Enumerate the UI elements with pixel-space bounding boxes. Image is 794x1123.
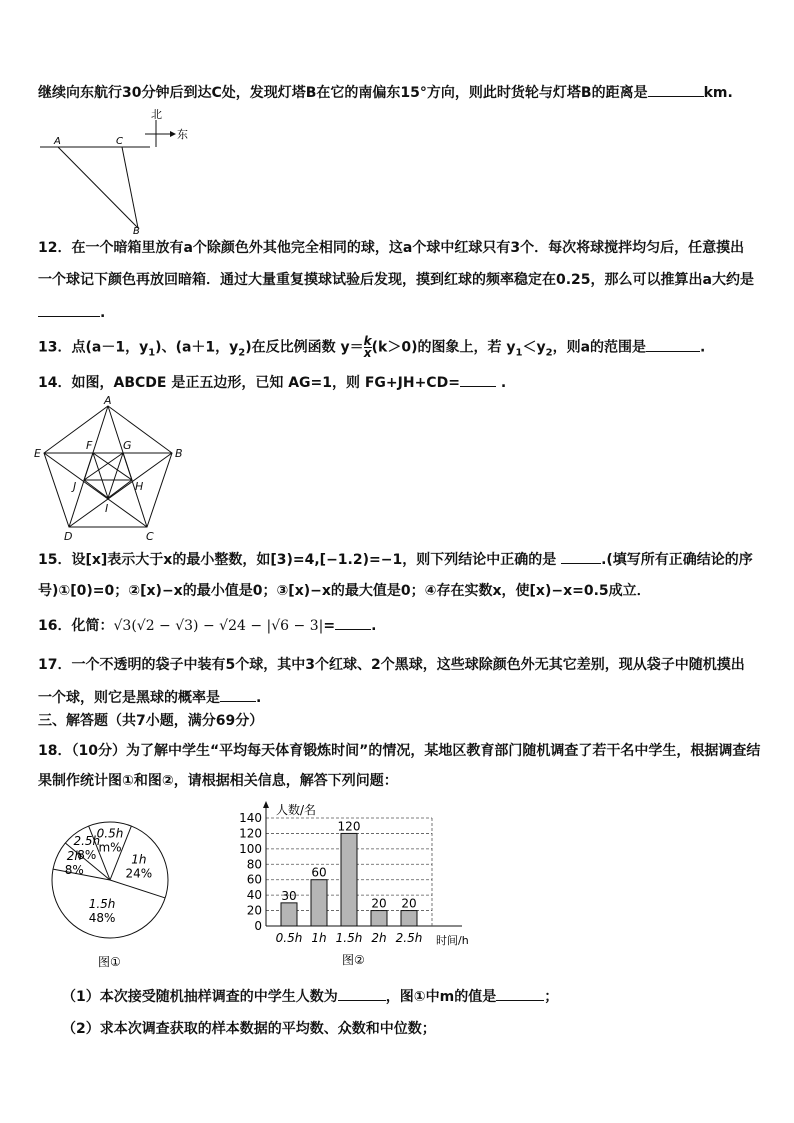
label-c: C xyxy=(146,530,154,543)
label-a: A xyxy=(104,394,112,407)
q11-figure xyxy=(30,102,200,234)
q18-blank2 xyxy=(496,986,544,1001)
pie-slice-percent: 8% xyxy=(64,863,84,878)
east-arrow-icon xyxy=(170,131,176,137)
q11-north-label: 北 xyxy=(151,108,162,121)
y-tick-label: 80 xyxy=(246,857,262,872)
pie-caption: 图① xyxy=(98,955,121,969)
q16-blank xyxy=(335,615,371,630)
q15-line1: 15．设[x]表示大于x的最小整数，如[3)=4,[−1.2)=−1，则下列结论中正确的是 .(填写所有正确结论的序 xyxy=(38,549,764,570)
y-tick-label: 60 xyxy=(246,872,262,887)
q11-east-label: 东 xyxy=(177,128,188,141)
label-d: D xyxy=(64,530,73,543)
y-tick-label: 100 xyxy=(239,841,262,856)
bar-caption: 图② xyxy=(342,953,365,967)
bar-xlabel: 时间/h xyxy=(436,934,469,947)
x-category-label: 0.5h xyxy=(275,931,303,945)
q11-line-ab xyxy=(58,147,138,228)
pie-slice-label: 0.5h xyxy=(96,826,124,841)
x-category-label: 2h xyxy=(371,931,387,945)
label-j: J xyxy=(73,480,77,493)
pie-slice-divider xyxy=(110,880,165,898)
pie-slice-label: 1.5h xyxy=(88,896,116,911)
q15-line2: 号)①[0)=0；②[x)−x的最小值是0；③[x)−x的最大值是0；④存在实数x，使[x)−x=0.5成立． xyxy=(38,583,651,599)
diagonal-bd xyxy=(69,453,172,527)
x-category-label: 2.5h xyxy=(395,931,423,945)
q14-text: 14．如图，ABCDE 是正五边形，已知 AG=1，则 FG+JH+CD= xyxy=(38,375,460,391)
bar-value-label: 120 xyxy=(337,819,361,834)
y-tick-label: 120 xyxy=(239,826,262,841)
bar xyxy=(341,833,357,926)
q18-line2: 果制作统计图①和图②，请根据相关信息，解答下列问题： xyxy=(38,773,398,789)
bar xyxy=(401,911,417,926)
q14-blank xyxy=(460,372,496,387)
bar-ylabel: 人数/名 xyxy=(276,803,317,817)
bar xyxy=(281,903,297,926)
q13-line: 13．点(a－1，$y_1$)、(a＋1，$y_2$)在反比例函数 y＝ $\frac{k}{x}$ (k＞0)的图象上，若 $y_1<y_2$，则a的范围是 . xyxy=(38,334,706,360)
q18-line1: 18．（10分）为了解中学生“平均每天体育锻炼时间”的情况，某地区教育部门随机调查了若干名中学生，根据调查结 xyxy=(38,743,761,759)
q12-line2: 一个球记下颜色再放回暗箱．通过大量重复摸球试验后发现，摸到红球的频率稳定在0.25，那么可以推算出a大约是 xyxy=(38,272,754,288)
q18-blank1 xyxy=(338,986,386,1001)
pie-slice-label: 2.5h xyxy=(73,834,101,849)
bar xyxy=(371,911,387,926)
q14-line: 14．如图，ABCDE 是正五边形，已知 AG=1，则 FG+JH+CD= . xyxy=(38,372,764,393)
pie-slice-label: 1h xyxy=(131,852,147,867)
q13-blank xyxy=(646,337,700,352)
pie-slice-percent: m% xyxy=(98,840,122,855)
q11-label-b: B xyxy=(133,226,140,234)
bar-value-label: 20 xyxy=(401,896,417,911)
bar-value-label: 20 xyxy=(371,896,387,911)
label-g: G xyxy=(123,439,132,452)
label-e: E xyxy=(34,447,41,460)
bar-chart xyxy=(228,800,478,970)
y-tick-label: 40 xyxy=(246,888,262,903)
q11-line-cb xyxy=(122,147,138,228)
label-h: H xyxy=(135,480,144,493)
pie-slice-percent: 48% xyxy=(88,910,116,925)
x-category-label: 1h xyxy=(311,931,327,945)
y-axis-arrow-icon xyxy=(263,801,269,808)
q18-sub2: （2）求本次调查获取的样本数据的平均数、众数和中位数； xyxy=(62,1021,436,1037)
q17-blank xyxy=(220,687,256,702)
q17-line1: 17．一个不透明的袋子中装有5个球，其中3个红球、2个黑球，这些球除颜色外无其它差别，现从袋子中随机摸出 xyxy=(38,657,745,673)
q11-label-c: C xyxy=(116,136,123,147)
q12-line1: 12．在一个暗箱里放有a个除颜色外其他完全相同的球，这a个球中红球只有3个．每次将球搅拌均匀后，任意摸出 xyxy=(38,240,745,256)
y-tick-label: 0 xyxy=(254,919,262,933)
section-header: 三、解答题（共7小题，满分69分） xyxy=(38,713,264,729)
bar-value-label: 60 xyxy=(311,865,327,880)
q16-line: 16．化简：√3(√2 − √3) − √24 − |√6 − 3|= . xyxy=(38,615,764,636)
q11-unit: km. xyxy=(703,85,733,101)
q12-end: . xyxy=(100,305,106,321)
pie-chart xyxy=(50,812,178,972)
y-tick-label: 140 xyxy=(239,811,262,825)
q13-fraction: $\frac{k}{x}$ xyxy=(363,334,372,360)
q11-line xyxy=(38,82,764,103)
label-f: F xyxy=(86,439,93,452)
q11-blank xyxy=(648,82,704,97)
q16-expression: √3(√2 − √3) − √24 − |√6 − 3| xyxy=(113,618,324,634)
x-category-label: 1.5h xyxy=(335,931,363,945)
label-i: I xyxy=(105,502,109,515)
pie-slice-percent: 24% xyxy=(125,866,153,881)
pie-slice-label: 2h xyxy=(66,849,82,864)
pie-slice-percent: 8% xyxy=(77,848,97,863)
q18-sub1: （1）本次接受随机抽样调查的中学生人数为 ，图①中m的值是 ； xyxy=(62,986,764,1007)
y-tick-label: 20 xyxy=(246,903,262,918)
diagonal-ec xyxy=(44,453,147,527)
q11-label-a: A xyxy=(54,136,61,147)
label-b: B xyxy=(175,447,183,460)
q17-line2: 一个球，则它是黑球的概率是 . xyxy=(38,687,764,708)
q12-blank xyxy=(38,302,100,317)
bar-value-label: 30 xyxy=(281,888,297,903)
bar xyxy=(311,880,327,926)
q14-pentagon-figure xyxy=(34,394,190,544)
q15-blank xyxy=(561,549,601,564)
q11-text: 继续向东航行30分钟后到达C处，发现灯塔B在它的南偏东15°方向，则此时货轮与灯塔B的距离是 xyxy=(38,85,648,101)
q12-line3 xyxy=(38,302,764,323)
